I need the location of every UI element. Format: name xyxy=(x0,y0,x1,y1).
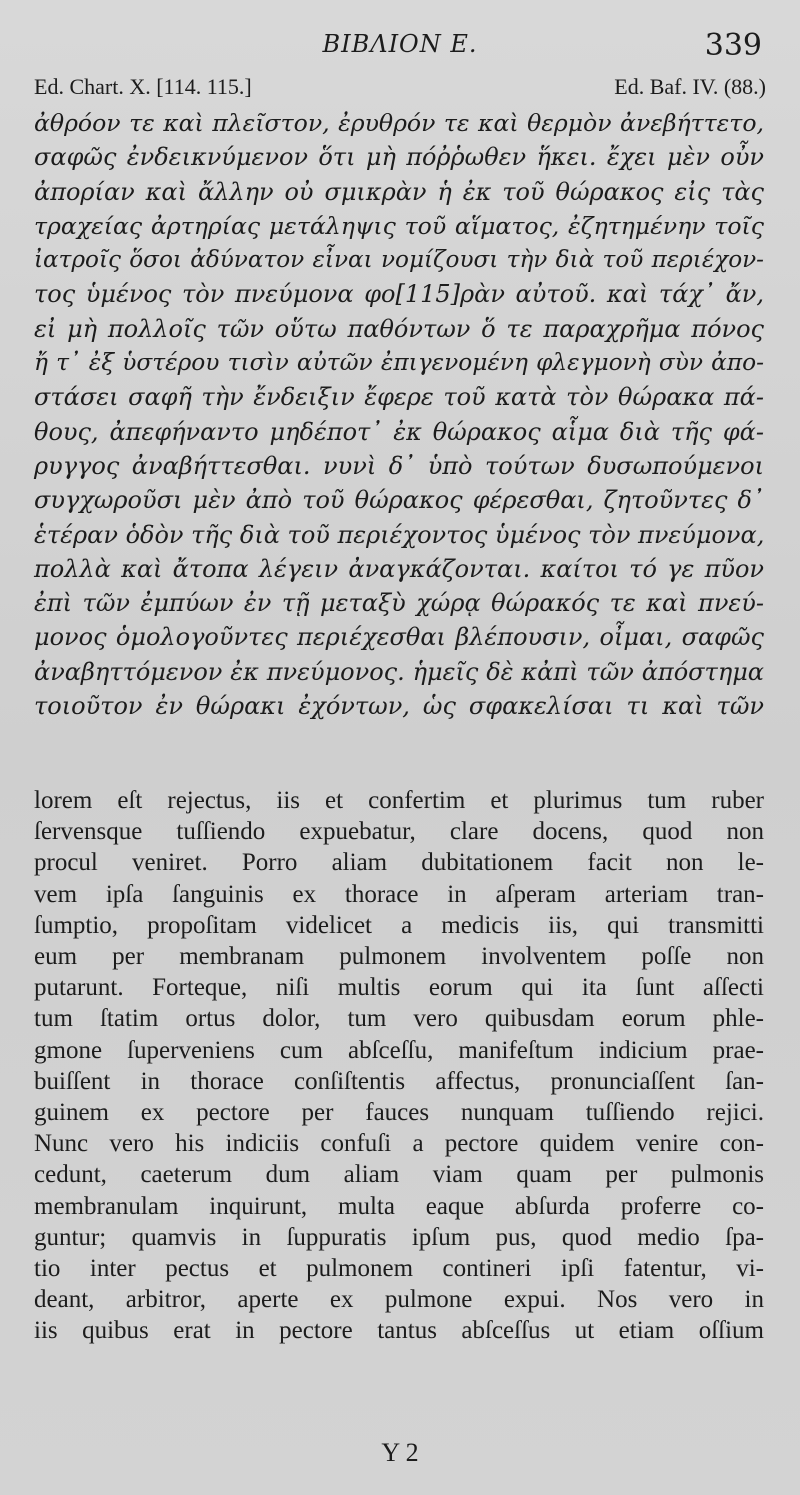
greek-text-line: συγχωροῦσι μὲν ἀπὸ τοῦ θώρακος φέρεσθαι, ζητοῦντες δ᾽ xyxy=(34,486,764,515)
latin-text-line: buiſſent in thorace conſiſtentis affectus, pronunciaſſent ſan- xyxy=(34,1067,764,1095)
greek-text-line: ἀπορίαν καὶ ἄλλην οὐ σμικρὰν ἡ ἐκ τοῦ θώρακος εἰς τὰς xyxy=(34,177,764,206)
latin-text-line: guntur; quamvis in ſuppuratis ipſum pus, quod medio ſpa- xyxy=(34,1223,764,1251)
greek-text-line: μονος ὁμολογοῦντες περιέχεσθαι βλέπουσιν, οἶμαι, σαφῶς xyxy=(34,623,764,652)
latin-text-line: cedunt, caeterum dum aliam viam quam per pulmonis xyxy=(34,1161,764,1189)
greek-text-line: ἀθρόον τε καὶ πλεῖστον, ἐρυθρόν τε καὶ θερμὸν ἀνεβήττετο, xyxy=(34,109,764,137)
latin-text-line: deant, arbitror, aperte ex pulmone expui. Nos vero in xyxy=(34,1286,764,1314)
greek-text-line: ἑτέραν ὁδὸν τῆς διὰ τοῦ περιέχοντος ὑμένος τὸν πνεύμονα, xyxy=(34,520,765,549)
greek-text-line: τος ὑμένος τὸν πνεύμονα φο[115]ρὰν αὐτοῦ. καὶ τάχ᾽ ἄν, xyxy=(34,280,764,309)
greek-text-block xyxy=(34,106,764,723)
latin-text-line: ſervensque tuſſiendo expuebatur, clare docens, quod non xyxy=(34,818,764,846)
edition-basel: Ed. Baf. IV. (88.) xyxy=(614,74,766,99)
latin-text-line: guinem ex pectore per fauces nunquam tuſſiendo rejici. xyxy=(34,1099,764,1127)
signature-mark: Y 2 xyxy=(381,1438,419,1467)
greek-text-line: εἰ μὴ πολλοῖς τῶν οὕτω παθόντων ὅ τε παραχρῆμα πόνος xyxy=(34,314,764,343)
greek-text-line: ἤ τ᾽ ἐξ ὑστέρου τισὶν αὐτῶν ἐπιγενομένη φλεγμονὴ σὺν ἀπο- xyxy=(34,349,764,377)
greek-text-line: ἰατροῖς ὅσοι ἀδύνατον εἶναι νομίζουσι τὴν διὰ τοῦ περιέχον- xyxy=(34,247,764,274)
latin-text-line: procul veniret. Porro aliam dubitationem facit non le- xyxy=(34,849,764,877)
greek-text-line: σαφῶς ἐνδεικνύμενον ὅτι μὴ πόῤῥωθεν ἥκει. ἔχει μὲν οὖν xyxy=(34,143,764,172)
greek-text-line: τοιοῦτον ἐν θώρακι ἐχόντων, ὡς σφακελίσαι τι καὶ τῶν xyxy=(34,692,764,721)
greek-text-line: ρυγγος ἀναβήττεσθαι. νυνὶ δ᾽ ὑπὸ τούτων δυσωπούμενοι xyxy=(34,451,764,480)
edition-references xyxy=(34,74,766,100)
latin-text-line: tio inter pectus et pulmonem contineri ipſi fatentur, vi- xyxy=(34,1255,764,1283)
latin-text-line: Nunc vero his indiciis confuſi a pectore quidem venire con- xyxy=(34,1130,764,1158)
edition-chartier: Ed. Chart. X. [114. 115.] xyxy=(34,74,252,99)
latin-text-line: eum per membranam pulmonem involventem poſſe non xyxy=(34,943,764,971)
greek-text-line: πολλὰ καὶ ἄτοπα λέγειν ἀναγκάζονται. καίτοι τό γε πῦον xyxy=(34,554,764,583)
greek-text-line: ἀναβηττόμενον ἐκ πνεύμονος. ἡμεῖς δὲ κἀπὶ τῶν ἀπόστημα xyxy=(34,657,764,686)
greek-text-line: θους, ἀπεφήναντο μηδέποτ᾽ ἐκ θώρακος αἷμα διὰ τῆς φά- xyxy=(34,417,764,446)
latin-text-line: membranulam inquirunt, multa eaque abſurda proferre co- xyxy=(34,1192,764,1220)
latin-text-line: ſumptio, propoſitam videlicet a medicis iis, qui transmitti xyxy=(34,911,764,939)
running-title: BIBΛION E. xyxy=(322,30,478,58)
latin-text-line: lorem eſt rejectus, iis et confertim et plurimus tum ruber xyxy=(34,787,764,814)
latin-text-line: gmone ſuperveniens cum abſceſſu, manifeſtum indicium prae- xyxy=(34,1036,764,1064)
page-number: 339 xyxy=(704,28,762,63)
latin-text-line: putarunt. Forteque, niſi multis eorum qui ita ſunt aſſecti xyxy=(34,974,764,1002)
greek-text-line: τραχείας ἀρτηρίας μετάληψις τοῦ αἵματος, ἐζητημένην τοῖς xyxy=(34,211,764,240)
latin-text-line: tum ſtatim ortus dolor, tum vero quibusdam eorum phle- xyxy=(34,1005,764,1033)
latin-text-block xyxy=(34,785,764,1347)
greek-text-line: ἐπὶ τῶν ἐμπύων ἐν τῇ μεταξὺ χώρᾳ θώρακός τε καὶ πνεύ- xyxy=(34,589,764,618)
latin-text-line: vem ipſa ſanguinis ex thorace in aſperam arteriam tran- xyxy=(34,880,764,908)
latin-text-line: iis quibus erat in pectore tantus abſceſſus ut etiam oſſium xyxy=(34,1317,764,1345)
greek-text-line: στάσει σαφῆ τὴν ἔνδειξιν ἔφερε τοῦ κατὰ τὸν θώρακα πά- xyxy=(34,383,764,412)
